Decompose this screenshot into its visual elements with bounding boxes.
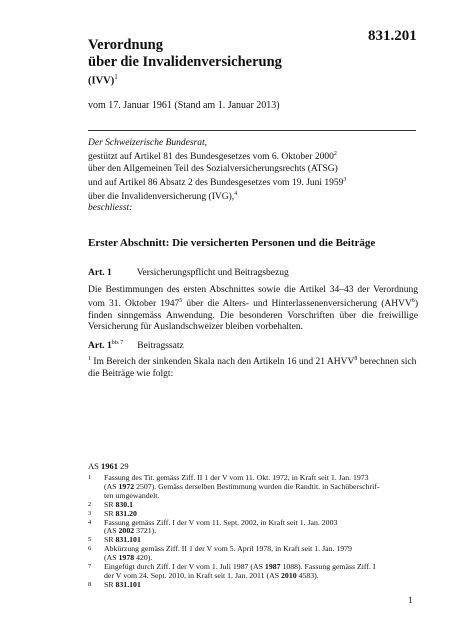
footnote-ref[interactable]: 2	[333, 151, 337, 158]
footnote	[88, 474, 418, 501]
footnote-number: 8	[88, 580, 92, 588]
abbreviation-text: (IVV)	[88, 75, 115, 87]
title-line-2: über die Invalidenversicherung	[88, 54, 282, 70]
preamble-line: über die Invalidenversicherung (IVG),$^4$	[88, 191, 238, 203]
footnote-number: 5	[88, 536, 92, 544]
page-number: 1	[408, 596, 413, 606]
footnote-line: SR 831.101	[104, 579, 141, 589]
footnote-number: 4	[88, 518, 92, 526]
footnote-number: 6	[88, 545, 92, 553]
article-label: Art. $1^{bis 7}$	[88, 340, 124, 352]
article-suffix[interactable]: bis 7	[111, 340, 124, 346]
footnote-number: 7	[88, 563, 92, 571]
footnote-line: SR 831.20	[104, 508, 137, 518]
preamble-line: und auf Artikel 86 Absatz 2 des Bundesgesetzes vom 19. Juni 1959$^3$	[88, 176, 347, 188]
section-title: Erster Abschnitt: Die versicherten Personen und die Beiträge	[88, 237, 376, 249]
preamble	[88, 138, 418, 215]
article-1-text: Die Bestimmungen des ersten Abschnittes sowie die Artikel 34–43 der Verordnung vom 31. Oktober 1947$^5$ über die Alters- und Hinterlassenenversicherung (AHVV$^6$) finden sinngemäss Anwendung. Die besonderen Vorschriften über die freiwillige Versicherung für Auslandschweizer bleiben vorbehalten.	[88, 285, 418, 333]
footnote-line: SR 830.1	[104, 499, 134, 509]
footnotes	[88, 474, 418, 590]
sr-number: 831.201	[368, 28, 417, 44]
footnote-line: der V vom 24. Sept. 2010, in Kraft seit 1. Jan. 2011 (AS 2010 4583).	[104, 570, 319, 580]
footnote	[88, 545, 418, 563]
article-1bis-text: $^1$ Im Bereich der sinkenden Skala nach den Artikeln 16 und 21 AHVV$^8$ berechnen sich die Beiträge wie folgt:	[88, 356, 417, 379]
footnote-line: Fassung gemäss Ziff. I der V vom 11. Sept. 2002, in Kraft seit 1. Jan. 2003	[104, 517, 338, 527]
footnote-text	[104, 545, 418, 563]
document-title	[88, 37, 282, 71]
preamble-line: gestützt auf Artikel 81 des Bundesgesetzes vom 6. Oktober 2000$^2$	[88, 151, 337, 163]
footnote-text	[104, 581, 418, 590]
footnote-text	[104, 501, 418, 510]
footnote-text	[104, 474, 418, 501]
footnote-number: 2	[88, 500, 92, 508]
footnote-line: (AS 1972 2507). Gemäss derselben Bestimmung wurden die Randtit. in Sachüberschrif-	[104, 481, 380, 491]
article-1bis-heading	[88, 340, 184, 351]
footnote	[88, 581, 418, 590]
divider	[88, 130, 416, 131]
document-date: vom 17. Januar 1961 (Stand am 1. Januar 2013)	[88, 100, 280, 111]
footnote-ref[interactable]: 4	[234, 191, 238, 198]
article-label: Art. 1	[88, 268, 112, 278]
footnote	[88, 519, 418, 537]
footnote-text	[104, 563, 418, 581]
title-line-1: Verordnung	[88, 37, 163, 53]
footnote-ref[interactable]: 6	[411, 298, 415, 305]
source-reference: AS 1961 29	[88, 461, 129, 471]
footnote-line: (AS 1978 420).	[104, 553, 153, 563]
footnote	[88, 563, 418, 581]
article-heading: Versicherungspflicht und Beitragsbezug	[136, 268, 289, 278]
footnote-ref[interactable]: 8	[354, 356, 358, 362]
preamble-intro: Der Schweizerische Bundesrat,	[88, 138, 207, 148]
footnote-line: Fassung des Tit. gemäss Ziff. II 1 der V vom 11. Okt. 1972, in Kraft seit 1. Jan. 1973	[104, 473, 369, 482]
footnote	[88, 501, 418, 510]
preamble-closing: beschliesst:	[88, 203, 133, 214]
paragraph-number: 1	[88, 356, 91, 362]
footnote-text	[104, 519, 418, 537]
footnote-line: (AS 2002 3721).	[104, 526, 157, 536]
footnote-line: Abkürzung gemäss Ziff. II 1 der V vom 5. April 1978, in Kraft seit 1. Jan. 1979	[104, 544, 352, 554]
footnote-line: ten umgewandelt.	[104, 490, 160, 500]
article-1-heading	[88, 268, 289, 278]
footnote-ref[interactable]: 1	[114, 73, 118, 81]
footnote-line: SR 831.101	[104, 535, 141, 545]
footnote-ref[interactable]: 3	[343, 176, 347, 183]
footnote-line: Eingefügt durch Ziff. I der V vom 1. Juli 1987 (AS 1987 1088). Fassung gemäss Ziff. I	[104, 562, 376, 572]
preamble-line: über den Allgemeinen Teil des Sozialversicherungsrechts (ATSG)	[88, 163, 338, 174]
footnote-ref[interactable]: 5	[179, 298, 183, 305]
footnote-number: 3	[88, 509, 92, 517]
abbreviation	[88, 73, 118, 87]
article-heading: Beitragssatz	[137, 341, 184, 352]
footnote-number: 1	[88, 474, 92, 481]
